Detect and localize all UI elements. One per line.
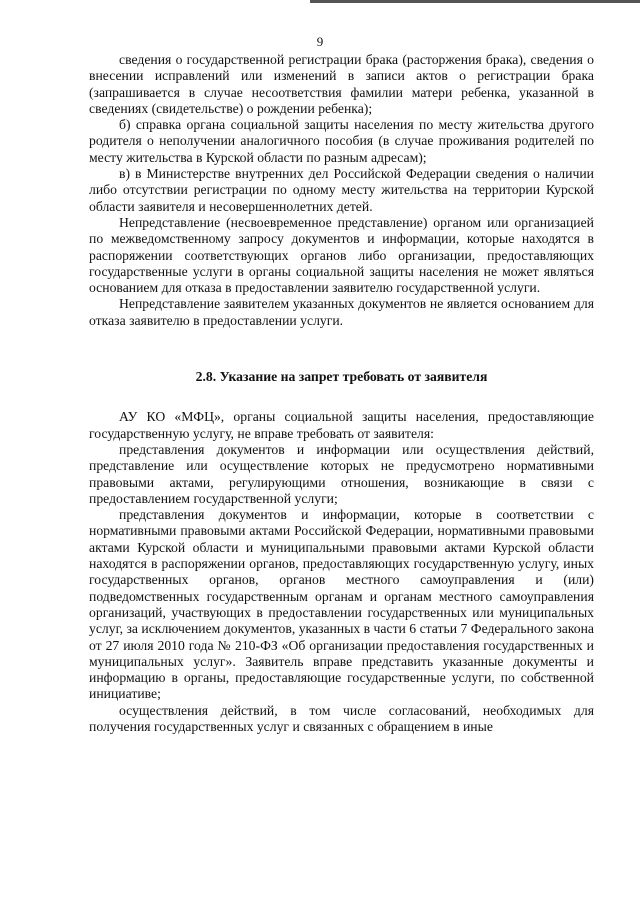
paragraph: представления документов и информации, которые в соответствии с нормативными правовыми актами Российской Федерации, нормативными правовыми актами Курской области и муниципальными правовыми актами Курской области находятся в распоряжении органов, предоставляющих государственную услугу, иных государственных органов, органов местного самоуправления и (или) подведомственных государственным органам и органам местного самоуправления организаций, участвующих в предоставлении государственных или муниципальных услуг, за исключением документов, указанных в части 6 статьи 7 Федерального закона от 27 июля 2010 года № 210-ФЗ «Об организации предоставления государственных и муниципальных услуг». Заявитель вправе представить указанные документы и информацию в органы, предоставляющие государственные услуги, по собственной инициативе;	[89, 507, 594, 702]
paragraph: представления документов и информации или осуществления действий, представление или осуществление которых не предусмотрено нормативными правовыми актами, регулирующими отношения, возникающие в связи с предоставлением государственной услуги;	[89, 441, 594, 506]
paragraph: осуществления действий, в том числе согласований, необходимых для получения государственных услуг и связанных с обращением в иные	[89, 702, 594, 734]
paragraph: АУ КО «МФЦ», органы социальной защиты населения, предоставляющие государственную услугу, не вправе требовать от заявителя:	[89, 409, 594, 441]
paragraph: Непредставление заявителем указанных документов не является основанием для отказа заявителю в предоставлении услуги.	[89, 296, 594, 328]
page-number: 9	[316, 34, 324, 49]
paragraph: б) справка органа социальной защиты населения по месту жительства другого родителя о неполучении аналогичного пособия (в случае проживания родителей по месту жительства в Курской области по разным адресам);	[89, 117, 594, 165]
paragraph: в) в Министерстве внутренних дел Российской Федерации сведения о наличии либо отсутствии регистрации по одному месту жительства на территории Курской области заявителя и несовершеннолетних детей.	[89, 166, 594, 214]
scan-top-rule	[310, 0, 640, 3]
paragraph: сведения о государственной регистрации брака (расторжения брака), сведения о внесении исправлений или изменений в записи актов о регистрации брака (запрашивается в случае несоответствия фамилии матери ребенка, указанной в сведениях (свидетельстве) о рождении ребенка);	[89, 52, 594, 116]
document-body	[89, 52, 594, 735]
section-heading: 2.8. Указание на запрет требовать от заявителя	[195, 369, 488, 385]
paragraph: Непредставление (несвоевременное представление) органом или организацией по межведомственному запросу документов и информации, которые находятся в распоряжении соответствующих органов либо организации, предоставляющих государственные услуги в органы социальной защиты населения не может являться основанием для отказа в предоставлении заявителю государственной услуги.	[89, 214, 594, 296]
